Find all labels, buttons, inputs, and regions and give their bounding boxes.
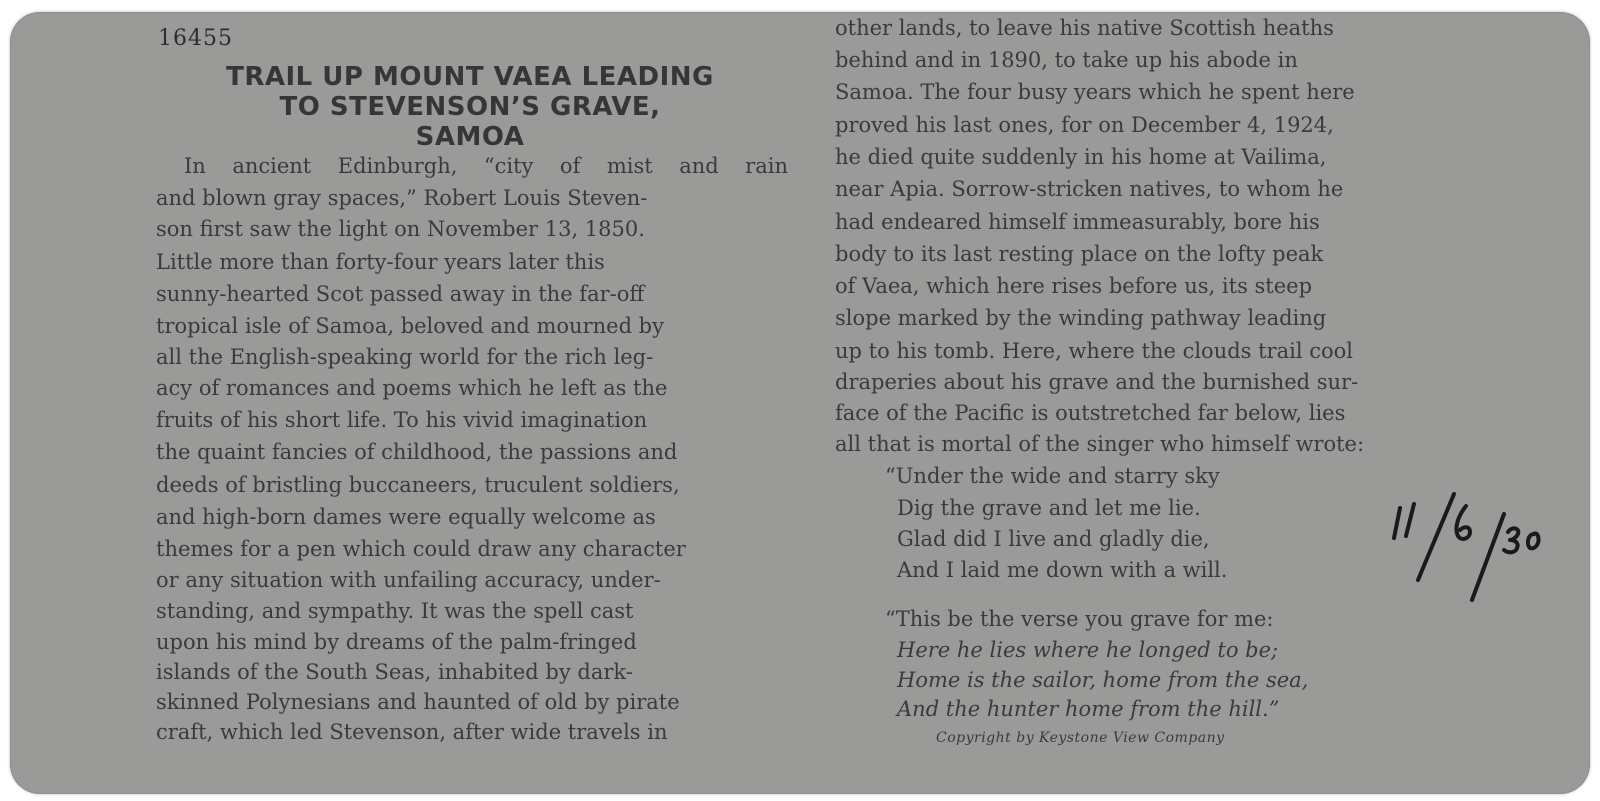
left-line-7: all the English-speaking world for the rich leg- [156,345,654,369]
left-line-17: islands of the South Seas, inhabited by dark- [156,660,633,684]
poem-line-4: And I laid me down with a will. [897,558,1228,582]
left-line-16: upon his mind by dreams of the palm-fringed [156,630,637,654]
right-line-8: body to its last resting place on the lofty peak [835,242,1324,266]
title-line-2: TO STEVENSON’S GRAVE, [279,92,661,122]
left-line-4: Little more than forty-four years later this [156,250,605,274]
right-line-5: he died quite suddenly in his home at Vailima, [835,145,1327,169]
handwritten-date [1388,492,1548,602]
left-line-11: deeds of bristling buccaneers, truculent soldiers, [156,473,680,497]
right-line-14: all that is mortal of the singer who himself wrote: [835,432,1365,456]
card-title [150,62,790,152]
pen-stroke-slash-1 [1418,494,1454,580]
poem-line-1: “Under the wide and starry sky [885,464,1220,488]
title-line-1: TRAIL UP MOUNT VAEA LEADING [226,62,714,92]
left-line-3: son first saw the light on November 13, 1850. [156,217,645,241]
right-line-6: near Apia. Sorrow-stricken natives, to whom he [835,177,1344,201]
poem-line-7: Home is the sailor, home from the sea, [897,668,1309,692]
right-line-9: of Vaea, which here rises before us, its steep [835,274,1313,298]
right-line-1: other lands, to leave his native Scottish heaths [835,16,1334,40]
stereoview-card-back [10,12,1590,794]
copyright-notice: Copyright by Keystone View Company [936,730,1225,746]
left-line-13: themes for a pen which could draw any character [156,537,686,561]
pen-stroke-1 [1394,508,1400,538]
left-line-8: acy of romances and poems which he left as the [156,376,668,400]
right-line-12: draperies about his grave and the burnished sur- [835,370,1359,394]
left-line-19: craft, which led Stevenson, after wide travels in [156,720,668,744]
pen-stroke-0 [1528,533,1539,548]
left-line-1: In ancient Edinburgh, “city of mist and rain [184,154,788,178]
left-line-14: or any situation with unfailing accuracy, under- [156,568,661,592]
right-line-13: face of the Pacific is outstretched far below, lies [835,401,1346,425]
catalog-number: 16455 [158,26,233,51]
left-line-18: skinned Polynesians and haunted of old by pirate [156,690,680,714]
poem-line-8: And the hunter home from the hill.” [897,697,1280,721]
right-line-3: Samoa. The four busy years which he spent here [835,80,1355,104]
pen-stroke-2 [1406,504,1414,536]
pen-stroke-3 [1504,528,1518,552]
left-line-6: tropical isle of Samoa, beloved and mourned by [156,314,664,338]
poem-line-5: “This be the verse you grave for me: [885,607,1274,631]
pen-stroke-slash-2 [1472,514,1504,600]
left-line-9: fruits of his short life. To his vivid imagination [156,408,648,432]
pen-stroke-6 [1456,506,1470,539]
poem-line-3: Glad did I live and gladly die, [897,527,1210,551]
left-line-5: sunny-hearted Scot passed away in the far-off [156,282,645,306]
right-line-7: had endeared himself immeasurably, bore his [835,210,1320,234]
left-line-12: and high-born dames were equally welcome as [156,505,656,529]
title-line-3: SAMOA [415,122,525,152]
poem-line-2: Dig the grave and let me lie. [897,496,1201,520]
right-line-10: slope marked by the winding pathway leading [835,306,1327,330]
poem-line-6: Here he lies where he longed to be; [897,638,1279,662]
right-line-2: behind and in 1890, to take up his abode in [835,48,1298,72]
left-line-2: and blown gray spaces,” Robert Louis Steven- [156,186,648,210]
left-line-10: the quaint fancies of childhood, the passions and [156,440,678,464]
right-line-4: proved his last ones, for on December 4, 1924, [835,113,1334,137]
right-line-11: up to his tomb. Here, where the clouds trail cool [835,339,1353,363]
left-line-15: standing, and sympathy. It was the spell cast [156,599,634,623]
